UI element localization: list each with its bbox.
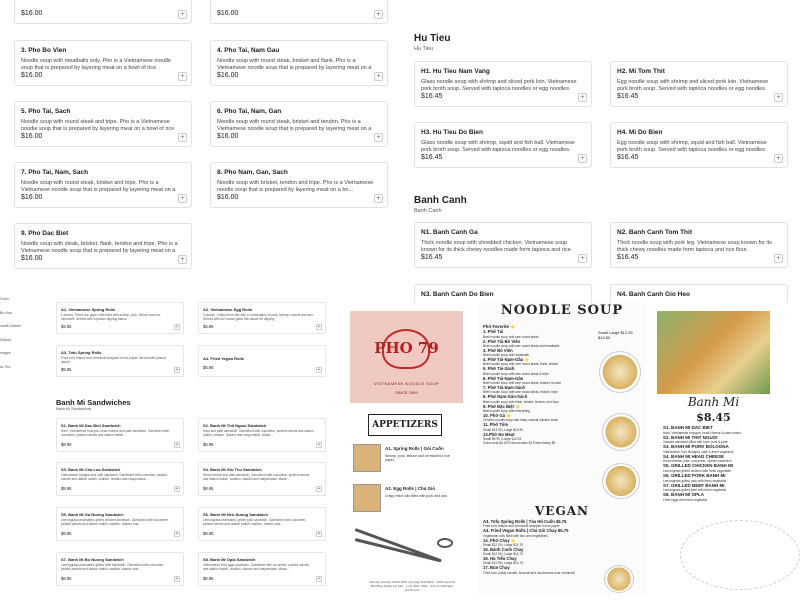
flyer-item-desc: Beef noodle soup with rare round steak: [483, 334, 539, 339]
item-title: H2. Mi Tom Thit: [617, 68, 665, 75]
appetizer-card-a3[interactable]: [56, 345, 184, 377]
flyer-item-desc: Shrimp, pork, lettuce and vermicelli in rice paper.: [385, 454, 450, 463]
item-description: Noodle soup with meatballs only. Pho is a Vietnamese noodle soup that is prepared by layering meat on a bowl of rice: [21, 58, 171, 71]
add-button[interactable]: +: [178, 10, 187, 19]
add-button[interactable]: +: [175, 324, 179, 330]
flyer-price: $8.45: [696, 411, 731, 424]
item-title: H3. Hu Tieu Do Bien: [421, 129, 483, 136]
item-title: S8. Banh Mi Opla Sandwich: [203, 557, 256, 562]
pho79-logo-image: [350, 311, 463, 403]
flyer-item-name: A2. Egg Rolls | Chả Giò: [385, 486, 436, 491]
item-description: Lemongrass-marinated, grilled beef sandwich. Garnished with cucumber, pickled carrots and daikon radish, scallion, cilantro and...: [61, 563, 164, 571]
flyer-item-name: 5. Phở Tái-Sách: [483, 366, 515, 372]
item-title: S7. Banh Mi Bo Nuong Sandwich: [61, 557, 124, 562]
pho-card-7[interactable]: [14, 162, 192, 208]
banh-canh-card-n2[interactable]: [610, 222, 788, 268]
item-price: $16.45: [421, 254, 443, 261]
appetizers-flyer-image: [347, 410, 465, 596]
flyer-menu-list: [483, 324, 595, 445]
add-button[interactable]: +: [578, 154, 587, 163]
flyer-item-desc: Beef noodle soup with rare round steak and meatballs: [483, 343, 560, 348]
item-price: $16.00: [217, 194, 239, 201]
add-button[interactable]: +: [178, 133, 187, 142]
item-description: Noodle soup with brisket, tendon and tripe. Pho is a Vietnamese noodle soup that is prepared by layering meat on a bo...: [217, 180, 374, 193]
item-title: N4. Banh Canh Gio Heo: [617, 291, 690, 298]
item-title: 7. Pho Tai, Nam, Sach: [21, 169, 89, 176]
hu-tieu-card-h1[interactable]: [414, 61, 592, 107]
item-description: Noodle soup with round steak, brisket and tripe. Pho is a Vietnamese noodle soup that is prepared by layering meat on a: [21, 180, 176, 193]
flyer-item-desc: Vietnamese Pork Bologna, pate & fresh vegetable: [663, 449, 734, 454]
vegan-bowl-photo: [604, 565, 634, 593]
item-title: 9. Pho Dac Biet: [21, 230, 69, 237]
item-price: $8.95: [61, 531, 72, 536]
sidebar-item[interactable]: nicelli Dishes: [0, 324, 21, 328]
add-button[interactable]: +: [178, 255, 187, 264]
flyer-item-desc: Lemongrass grilled pork with fresh vegetable: [663, 478, 727, 483]
banh-mi-card-s2[interactable]: [198, 418, 326, 452]
item-price: $8.95: [61, 442, 72, 447]
flyer-item-desc: Beef noodle soup with rare round steak & tripe: [483, 371, 549, 376]
flyer-item-desc: Small $13.95 | Large $15.50: [483, 427, 523, 432]
item-price: $8.95: [61, 486, 72, 491]
appetizer-card-a1[interactable]: [56, 302, 184, 334]
add-button[interactable]: +: [374, 72, 383, 81]
hu-tieu-card-h3[interactable]: [414, 122, 592, 168]
flyer-item-desc: Chicken noodle soup with tasty, natural chicken broth: [483, 418, 559, 423]
item-description: Lemongrass-marinated, grilled pork sandwich. Garnished with cucumber, pickled carrots and daikon radish, scallion, cilantro and...: [203, 518, 306, 526]
add-button[interactable]: +: [175, 367, 179, 373]
item-price: $16.45: [421, 154, 443, 161]
item-description: Glass noodle soup with shrimp, squid and fish ball. Vietnamese pork broth soup. Served with tapioca noodles or egg noodles.: [421, 140, 575, 153]
flyer-title: APPETIZERS: [368, 414, 442, 436]
flyer-item-name: 6. Phở Tái-Nạm-Gân: [483, 375, 524, 381]
item-description: Noodle soup with steak, brisket, flank, tendon and tripe. Pho is a Vietnamese noodle soup that is prepared by layering meat on a: [21, 241, 178, 254]
flyer-item-desc: Small $12.95 | Large $14.75: [483, 552, 523, 557]
item-price: $16.00: [21, 255, 43, 262]
item-price: $8.95: [203, 576, 214, 581]
add-button[interactable]: +: [175, 531, 179, 537]
flyer-item-name: S8. BANH MI OPLA: [663, 492, 705, 498]
spring-roll-photo: [353, 444, 381, 472]
flyer-item-name: A1. Spring Rolls | Gỏi Cuốn: [385, 446, 444, 451]
item-price: $8.95: [203, 442, 214, 447]
logo-text: PHO 79: [374, 339, 439, 357]
item-title: S4. Banh Mi Gio Thu Sandwich: [203, 467, 262, 472]
flyer-item-name: Phở Favorite ⭐: [483, 324, 516, 329]
item-price: $5.95: [61, 324, 72, 329]
item-description: Egg noodle soup with shrimp and sliced pork loin. Vietnamese pork broth soup. Served with tapioca noodles or egg noodles.: [617, 79, 769, 92]
item-title: S6. Banh Mi Heo Nuong Sandwich: [203, 512, 268, 517]
item-description: Head cheese and pate sandwich. Garnished with cucumber, pickled carrots and daikon radish, scallion, cilantro and mayonnaise. Made...: [203, 473, 310, 481]
pho-card-3[interactable]: [14, 40, 192, 86]
section-title-banh-canh: Banh Canh: [414, 195, 467, 206]
flyer-title: Banh Mi: [687, 395, 740, 409]
spoon-icon: [437, 538, 453, 548]
section-subtitle-hu-tieu: Hu Tieu: [414, 46, 433, 52]
sidebar-item[interactable]: Dishes: [0, 337, 11, 342]
appetizer-card-a2[interactable]: [198, 302, 326, 334]
flyer-item-name: 7. Phở Tái-Nạm-Sách: [483, 385, 526, 391]
item-price: $16.00: [21, 72, 43, 79]
add-button[interactable]: +: [178, 72, 187, 81]
flyer-item-name: 4. Phở Tái-Nạm-Gầu ⭐: [483, 357, 530, 363]
flyer-item-desc: Small $9.95 | Large $10.25: [483, 436, 522, 441]
flyer-item-name: S4. BANH MI HEAD CHEESE: [663, 453, 725, 459]
flyer-item-desc: Head cheese, pate, cucumber, cilantro sandwich: [663, 459, 732, 464]
pho-card-5[interactable]: [14, 101, 192, 147]
flyer-item-name: A4. Fried Vegan Rolls | Chả Giò Chay $5.75: [483, 528, 569, 534]
flyer-item-name: 9. Phở Đặc Biệt ⭐: [483, 403, 521, 409]
item-price: $5.95: [203, 365, 214, 370]
flyer-vegan-title: VEGAN: [535, 504, 589, 518]
item-description: Lemongrass-marinated, grilled chicken sandwich. Garnished with cucumber, pickled carrots and daikon radish, scallion, cilantro and...: [61, 518, 169, 526]
add-button[interactable]: +: [317, 324, 321, 330]
item-price: $8.95: [203, 531, 214, 536]
item-price: $16.00: [21, 10, 43, 17]
flyer-extras: Extra meat $4.25 Extra noodles $3 Extra shrimp $5: [483, 440, 556, 445]
item-description: Glass noodle soup with shrimp and sliced pork loin. Vietnamese pork broth soup. Served with tapioca noodles or egg noodles.: [421, 79, 577, 92]
flyer-item-name: 16. Hủ Tiếu Chay: [483, 556, 517, 562]
flyer-item-desc: Lemongrass grilled chicken with fresh vegetable: [663, 468, 731, 473]
pho-bowl-photo: [599, 351, 641, 393]
flyer-item-name: S6. GRILLED PORK BANH MI: [663, 472, 726, 478]
flyer-item-desc: Beef noodle soup with rare round steak, brisket, tendon: [483, 381, 562, 386]
flyer-item-desc: Fried tofu, lettuce and vermicelli wrapped in rice paper: [483, 524, 560, 529]
add-button[interactable]: +: [578, 254, 587, 263]
item-title: 5. Pho Tai, Sach: [21, 108, 71, 115]
add-button[interactable]: +: [317, 531, 321, 537]
item-title: N3. Banh Canh Do Bien: [421, 291, 494, 298]
item-description: Egg noodle soup with shrimp, squid and fish ball. Vietnamese pork broth soup. Served with tapioca noodles or egg noodles.: [617, 140, 767, 153]
item-description: [217, 0, 375, 1]
item-description: 2 pieces. Crispy fried rolls with a combination of pork, shrimp, carrots and taro. Served with our house garlic fish sauce for dipping.: [203, 313, 314, 321]
flyer-item-name: S5. GRILLED CHICKEN BANH MI: [663, 463, 734, 469]
item-description: Ham and pate sandwich. Garnished with cucumber, pickled carrots and daikon radish, scallion, cilantro and mayonnaise. Made...: [203, 429, 314, 437]
add-button[interactable]: +: [774, 154, 783, 163]
item-title: 4. Pho Tai, Nam Gau: [217, 47, 280, 54]
section-subtitle-banh-canh: Banh Canh: [414, 208, 442, 214]
pho-card-6[interactable]: [210, 101, 388, 147]
pho-card-4[interactable]: [210, 40, 388, 86]
size-prices: Small Large $12.95 $14.50: [598, 330, 633, 340]
item-price: $5.95: [203, 324, 214, 329]
item-title: H4. Mi Do Bien: [617, 129, 663, 136]
item-title: 6. Pho Tai, Nam, Gan: [217, 108, 282, 115]
flyer-item-desc: Toasted sandwich filled with ham, pork & pate: [663, 440, 728, 445]
add-button[interactable]: +: [317, 486, 321, 492]
flyer-footer: Monday-Sunday 10AM-9PM | Sunday 9AM-9PM · 3000 Imperial Blvd Blue Ridge Lot 43C · 1 (2) 2021 (783) · (2)Cod | Website: pho79.com: [369, 580, 455, 592]
section-subtitle-banh-mi: Banh Mi Sandwiches: [56, 407, 92, 411]
flyer-item-desc: Beef noodle soup with meatballs: [483, 353, 529, 358]
flyer-item-desc: Ham, Vietnamese bologna, head cheese & pate combo: [663, 430, 742, 435]
item-price: $16.45: [421, 93, 443, 100]
sidebar-item[interactable]: mages: [0, 351, 11, 355]
item-price: $8.95: [203, 486, 214, 491]
add-button[interactable]: +: [374, 10, 383, 19]
add-button[interactable]: +: [175, 576, 179, 582]
item-description: Thick noodle soup with shredded chicken. Vietnamese soup known for its thick chewy noodles made form tapioca and rice: [421, 240, 571, 253]
item-title: N2. Banh Canh Tom Thit: [617, 229, 692, 236]
noodle-soup-flyer-image: [478, 303, 646, 595]
pho-card-1[interactable]: [14, 0, 192, 24]
item-title: S5. Banh Mi Ga Nuong Sandwich: [61, 512, 124, 517]
item-price: $16.00: [21, 133, 43, 140]
chopstick-icon: [355, 538, 441, 562]
flyer-item-desc: Beef noodle soup with flank, brisket, tendon, and tripe: [483, 399, 559, 404]
item-title: H1. Hu Tieu Nam Vang: [421, 68, 490, 75]
add-button[interactable]: +: [774, 93, 783, 102]
banh-mi-card-s5[interactable]: [56, 507, 184, 541]
item-title: S1. Banh Mi Dac Biet Sandwich: [61, 423, 121, 428]
item-price: $16.00: [217, 10, 239, 17]
item-description: 2 pieces. Fresh rice paper rolls filled with shrimp, pork, lettuce and rice vermicelli. Served with a peanut dipping sauce.: [61, 313, 161, 321]
item-price: $16.45: [617, 254, 639, 261]
flyer-item-name: 3. Phở Bò Viên: [483, 347, 513, 353]
flyer-item-desc: Fried eggs with fresh vegetable: [663, 497, 708, 502]
pho-bowl-photo: [602, 463, 640, 499]
item-price: $16.45: [617, 154, 639, 161]
pho-bowl-photo: [602, 413, 640, 451]
banh-mi-card-s3[interactable]: [56, 462, 184, 496]
banh-canh-card-n1[interactable]: [414, 222, 592, 268]
flyer-item-desc: Vegetarian rolls filled with taro and vegetables: [483, 533, 548, 538]
add-button[interactable]: +: [178, 194, 187, 203]
flyer-title: NOODLE SOUP: [500, 303, 624, 318]
add-button[interactable]: +: [578, 93, 587, 102]
banh-mi-card-s1[interactable]: [56, 418, 184, 452]
egg-roll-photo: [353, 484, 381, 512]
flyer-item-desc: Crispy fried rolls filled with pork and taro.: [385, 494, 449, 498]
flyer-item-name: A3. Tofu Spring Rolls | Tàu Hũ Cuốn $5.75: [483, 519, 567, 524]
item-price: $5.95: [61, 367, 72, 372]
flyer-item-desc: Small $12.95 | Large $14.75: [483, 561, 523, 566]
item-description: Ham, Vietnamese bologna, head cheese and pate sandwich. Garnished with cucumber, pickled carrots and daikon radish,...: [61, 429, 170, 437]
pho-card-9[interactable]: [14, 223, 192, 269]
flyer-item-name: 10. Phở Gà ⭐: [483, 412, 512, 418]
section-title-banh-mi: Banh Mi Sandwiches: [56, 398, 131, 407]
add-button[interactable]: +: [317, 442, 321, 448]
pho-card-2[interactable]: [210, 0, 388, 24]
item-price: $16.00: [217, 72, 239, 79]
hu-tieu-card-h2[interactable]: [610, 61, 788, 107]
sidebar-item[interactable]: ss Tea: [0, 364, 11, 369]
item-title: A4. Fried Vegan Rolls: [203, 356, 244, 361]
flyer-item-name: S7. GRILLED BEEF BANH MI: [663, 482, 725, 488]
add-button[interactable]: +: [175, 486, 179, 492]
add-button[interactable]: +: [317, 576, 321, 582]
item-title: A3. Tofu Spring Rolls: [61, 350, 102, 355]
hu-tieu-card-h4[interactable]: [610, 122, 788, 168]
appetizer-card-a4[interactable]: [198, 345, 326, 377]
flyer-item-name: 15. Bánh Canh Chay: [483, 546, 524, 552]
flyer-item-name: 13.Phở No Meat: [483, 431, 515, 437]
flyer-item-name: S1. BANH MI DAC BIET: [663, 425, 713, 430]
flyer-item-name: 1. Phở Tái: [483, 329, 504, 335]
item-title: N1. Banh Canh Ga: [421, 229, 478, 236]
sidebar-item[interactable]: Bo Hue: [0, 310, 12, 315]
item-title: 8. Pho Nam, Gan, Sach: [217, 169, 288, 176]
item-price: $16.00: [217, 133, 239, 140]
banh-canh-card-n3[interactable]: [414, 284, 592, 304]
flyer-item-desc: Beef noodle soup with everything: [483, 408, 530, 413]
flyer-item-name: 11. Phở Tôm: [483, 422, 509, 428]
sidebar-item[interactable]: Canh: [0, 297, 9, 301]
banh-canh-card-n4[interactable]: [610, 284, 788, 304]
banh-mi-card-s7[interactable]: [56, 552, 184, 586]
flyer-menu-list: [663, 425, 767, 502]
item-title: S3. Banh Mi Cha Lua Sandwich: [61, 467, 121, 472]
flyer-item-name: 2. Phở Tái-Bò Viên: [483, 338, 521, 344]
item-price: $8.95: [61, 576, 72, 581]
flyer-item-desc: Lemongrass grilled beef with fresh vegetable: [663, 488, 727, 493]
item-description: Thick noodle soup with pork leg. Vietnamese soup known for its thick chewy noodles made form tapioca and rice flour.: [617, 240, 772, 253]
item-title: A1. Vietnamese Spring Rolls: [61, 307, 116, 312]
add-button[interactable]: +: [774, 254, 783, 263]
item-description: [21, 0, 179, 1]
flyer-item-name: 8. Phở Nạm-Gân-Sách: [483, 394, 528, 400]
item-description: Noodle soup with round steak, brisket and tendon. Pho is a Vietnamese noodle soup that is prepared by layering meat on a: [217, 119, 372, 132]
logo-tagline: VIETNAMESE NOODLE SOUP: [373, 381, 440, 386]
flyer-item-name: S2. BANH MI THIT NGUOI: [663, 434, 718, 440]
item-title: 3. Pho Bo Vien: [21, 47, 67, 54]
add-button[interactable]: +: [374, 194, 383, 203]
flyer-item-name: 14. Phở Chay ⭐: [483, 537, 517, 543]
sandwich-sketch-image: [680, 520, 800, 590]
add-button[interactable]: +: [374, 133, 383, 142]
item-description: Fried tofu, lettuce and vermicelli wrapped in rice paper, served with peanut sauce.: [61, 356, 166, 364]
item-description: Vietnamese bologna and pate sandwich. Garnished with cucumber, pickled carrots and daikon radish, scallion, cilantro and mayonnaise...: [61, 473, 167, 481]
banh-mi-card-s8[interactable]: [198, 552, 326, 586]
item-price: $16.00: [21, 194, 43, 201]
item-description: Noodle soup with round steak, brisket and flank. Pho is a Vietnamese noodle soup that is prepared by layering meat on a: [217, 58, 372, 71]
banh-mi-photo: [657, 311, 770, 394]
flyer-item: [353, 444, 459, 476]
section-title-hu-tieu: Hu Tieu: [414, 33, 451, 44]
add-button[interactable]: +: [175, 442, 179, 448]
pho-card-8[interactable]: [210, 162, 388, 208]
flyer-item-name: S3. BANH MI PORK BOLOGNA: [663, 444, 729, 450]
banh-mi-card-s6[interactable]: [198, 507, 326, 541]
banh-mi-card-s4[interactable]: [198, 462, 326, 496]
flyer-item: [353, 484, 459, 516]
item-price: $16.45: [617, 93, 639, 100]
logo-since: SINCE 1999: [395, 390, 418, 395]
flyer-item-desc: Beef noodle soup with rare round steak, flank, brisket: [483, 362, 559, 367]
item-description: Vietnamese fried eggs sandwich. Garnished with cucumber, pickled carrots and daikon radish, scallion, cilantro and mayonnaise. Made...: [203, 563, 309, 571]
flyer-item-desc: Small $12.95 | Large $14.75: [483, 542, 523, 547]
item-description: Noodle soup with round steak and tripe. Pho is a Vietnamese noodle soup that is prepared by layering meat on a bowl of rice: [21, 119, 175, 132]
add-button[interactable]: +: [317, 367, 321, 373]
flyer-item-desc: Fried tofu, pickle carrots, broccoli and mushrooms over vermicelli: [483, 570, 575, 575]
item-title: A2. Vietnamese Egg Rolls: [203, 307, 253, 312]
category-sidebar: [0, 297, 36, 378]
item-title: S2. Banh Mi Thit Nguoi Sandwich: [203, 423, 267, 428]
flyer-item-desc: Beef noodle soup with rare round steak, brisket, tripe: [483, 390, 558, 395]
flyer-item-name: 17. Bún Chay: [483, 565, 510, 571]
